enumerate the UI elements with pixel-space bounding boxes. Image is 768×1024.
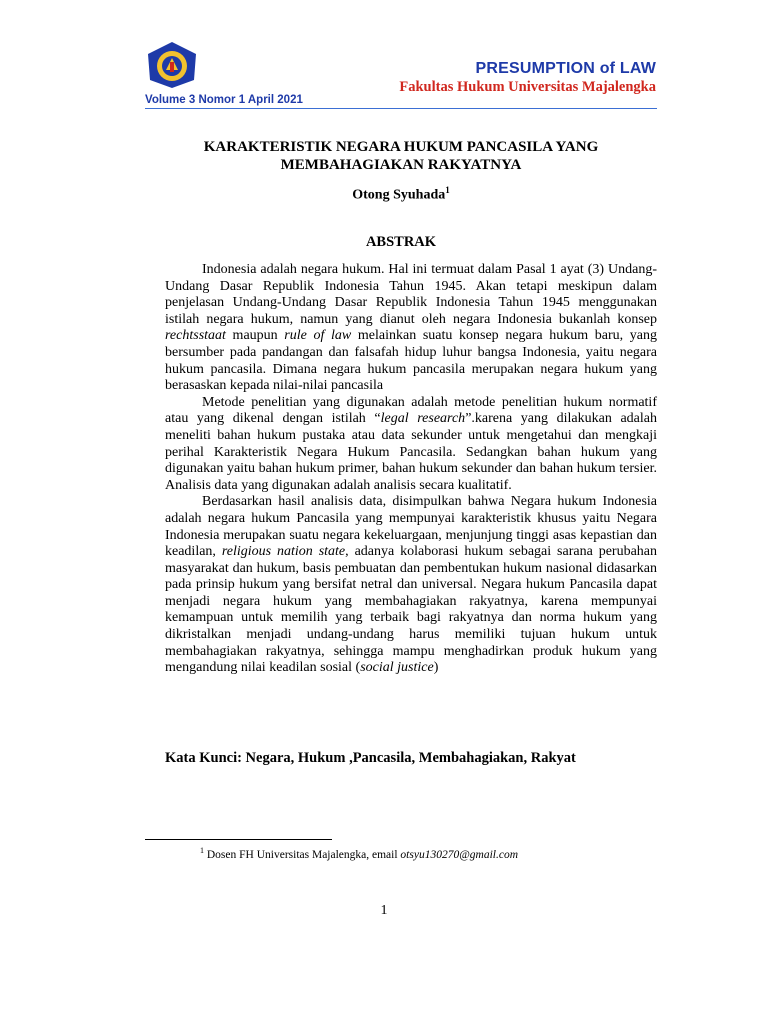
abstract-paragraph-1 <box>165 262 657 395</box>
footnote-mark: 1 <box>200 846 204 855</box>
author <box>145 185 657 204</box>
abstract-paragraph-2 <box>165 395 657 495</box>
keywords: Kata Kunci: Negara, Hukum ,Pancasila, Membahagiakan, Rakyat <box>165 750 576 766</box>
text-run: Indonesia adalah negara hukum. Hal ini termuat dalam Pasal 1 ayat (3) Undang-Undang Dasar Republik Indonesia Tahun 1945. Akan tetapi meskipun dalam penjelasan Undang-Undang Dasar Republik Indonesia Tahun 1945 menggunakan istilah negara hukum, namun yang dianut oleh negara Indonesia bukanlah konsep <box>165 262 657 327</box>
text-run: Metode penelitian yang digunakan adalah metode penelitian hukum normatif atau yang dikenal dengan istilah “ <box>165 394 657 427</box>
text-run: melainkan suatu konsep negara hukum baru, yang bersumber pada pandangan dan falsafah hidup luhur bangsa Indonesia, yaitu negara hukum pancasila. Dimana negara hukum pancasila merupakan negara hukum yang berasaskan kepada nilai-nilai pancasila <box>165 328 658 394</box>
text-run: ”.karena yang dilakukan adalah meneliti bahan hukum pustaka atau data sekunder untuk mengetahui dan mengkaji perihal Karakteristik Negara Hukum Pancasila. Sedangkan bahan hukum yang digunakan yaitu bahan hukum primer, bahan hukum sekunder dan bahan hukum tersier. Analisis data yang digunakan adalah analisis secara kualitatif. <box>165 411 657 493</box>
italic-term: rule of law <box>284 328 352 344</box>
faculty-name: Fakultas Hukum Universitas Majalengka <box>399 79 656 95</box>
journal-name: PRESUMPTION of LAW <box>475 60 656 77</box>
page-number: 1 <box>380 903 388 918</box>
volume-info: Volume 3 Nomor 1 April 2021 <box>145 94 303 106</box>
author-footnote-mark: 1 <box>445 185 450 195</box>
title-line-1: KARAKTERISTIK NEGARA HUKUM PANCASILA YANG <box>203 139 599 155</box>
abstract-paragraph-3 <box>165 494 657 677</box>
italic-term: rechtsstaat <box>165 328 226 344</box>
footnote-text: Dosen FH Universitas Majalengka, email <box>204 848 401 861</box>
footnote-divider <box>145 839 332 840</box>
text-run: maupun <box>225 328 285 344</box>
italic-term: legal research <box>380 411 466 427</box>
footnote <box>200 846 518 861</box>
italic-term: social justice <box>360 660 434 676</box>
footnote-email: otsyu130270@gmail.com <box>400 848 519 861</box>
text-run: Berdasarkan hasil analisis data, disimpulkan bahwa Negara hukum Indonesia adalah negara hukum Pancasila yang mempunyai karakteristik khusus yaitu Negara Indonesia merupakan suatu negara kekeluargaan, menjunjung tinggi asas kepastian dan keadilan, <box>165 494 657 560</box>
text-run: , adanya kolaborasi hukum sebagai sarana perubahan masyarakat dan hukum, basis pembuatan dan pembentukan hukum nasional didasarkan pada prinsip hukum yang bersifat netral dan universal. Negara hukum Pancasila dapat menjadi negara hukum yang membahagiakan rakyatnya, karena mempunyai kemampuan untuk memilih yang terbaik bagi rakyatnya dan norma hukum yang dikristalkan menjadi undang-undang harus memiliki tujuan hukum untuk membahagiakan rakyatnya, sehingga mampu menghadirkan produk hukum yang mengandung nilai keadilan sosial ( <box>165 544 658 676</box>
university-seal-logo <box>144 40 200 90</box>
title-line-2: MEMBAHAGIAKAN RAKYATNYA <box>280 157 522 173</box>
abstract-body <box>165 262 657 677</box>
abstract-heading: ABSTRAK <box>365 234 437 250</box>
author-name: Otong Syuhada <box>352 187 446 203</box>
header-divider <box>145 108 657 109</box>
article-title <box>145 138 657 174</box>
italic-term: religious nation state <box>221 544 346 560</box>
text-run: ) <box>433 660 439 676</box>
